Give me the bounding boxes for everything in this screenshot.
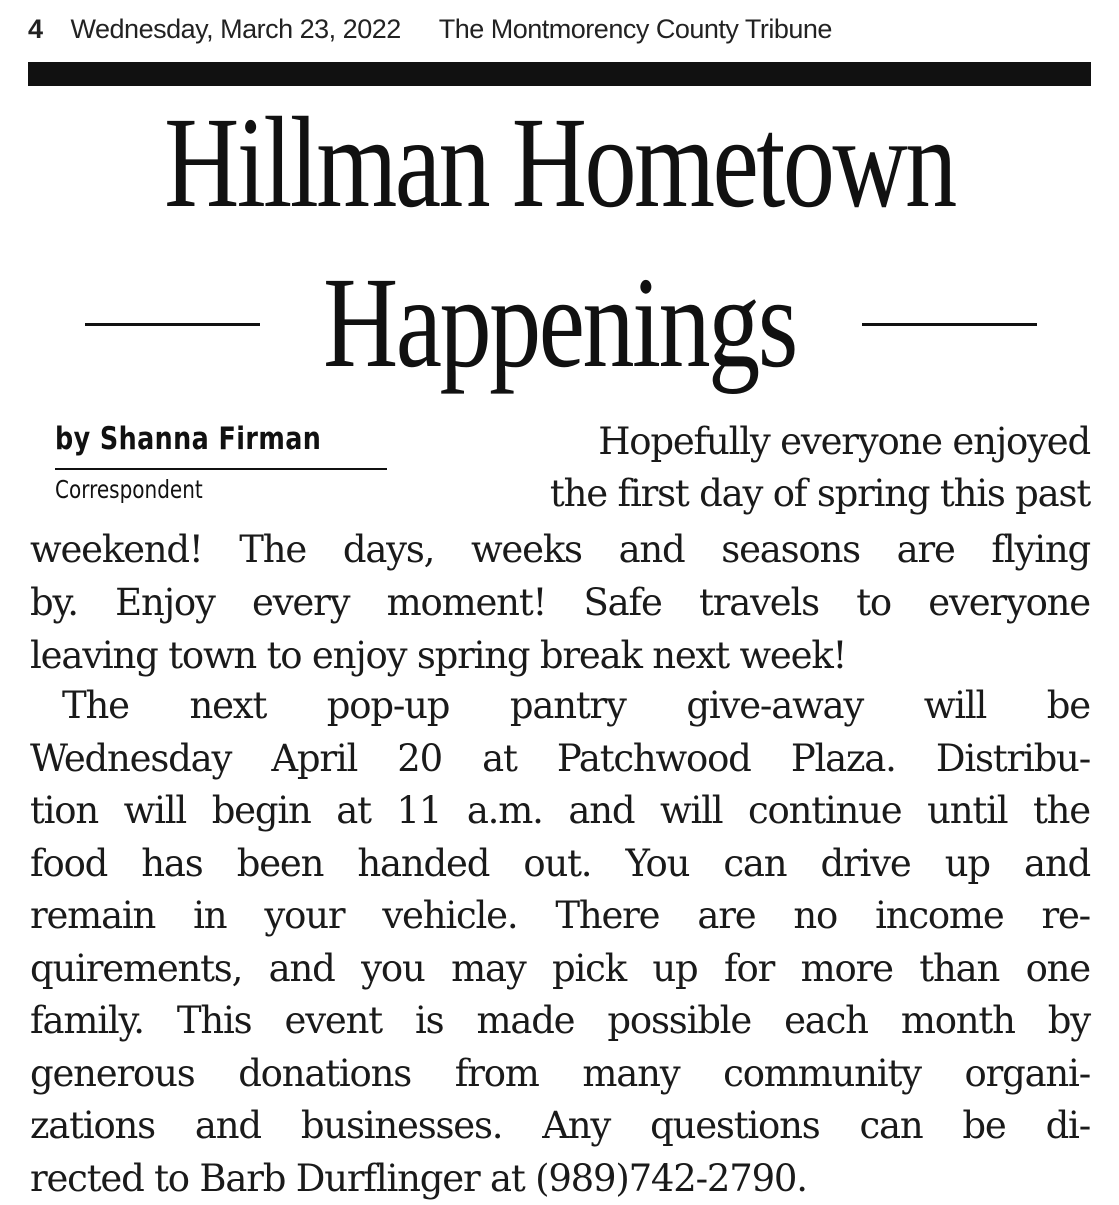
article-line: Wednesday April 20 at Patchwood Plaza. Distribu- (30, 733, 1090, 786)
article-line: the first day of spring this past (425, 468, 1090, 520)
headline-dash-right (862, 323, 1037, 326)
page-folio (28, 14, 1091, 54)
article-line: quirements, and you may pick up for more than one (30, 943, 1090, 996)
article-paragraph-1-lead (425, 416, 1090, 520)
article-line: The next pop-up pantry give-away will be (30, 680, 1090, 733)
article-line: rected to Barb Durflinger at (989)742-2790. (30, 1153, 1090, 1205)
byline-role: Correspondent (55, 470, 321, 510)
article-line: generous donations from many community organi- (30, 1048, 1090, 1101)
byline-author: by Shanna Firman (55, 416, 327, 462)
article-line: family. This event is made possible each month by (30, 995, 1090, 1048)
article-paragraph-2 (30, 680, 1090, 1205)
byline (55, 416, 387, 510)
publication-name: The Montmorency County Tribune (439, 14, 832, 44)
header-rule (28, 62, 1091, 86)
article-line: tion will begin at 11 a.m. and will continue until the (30, 785, 1090, 838)
page-number: 4 (28, 14, 43, 44)
article-line: leaving town to enjoy spring break next week! (30, 629, 1090, 682)
article-line: Hopefully everyone enjoyed (425, 416, 1090, 468)
article-line: remain in your vehicle. There are no income re- (30, 890, 1090, 943)
article-line: zations and businesses. Any questions can be di- (30, 1100, 1090, 1153)
article-line: food has been handed out. You can drive up and (30, 838, 1090, 891)
article-line: by. Enjoy every moment! Safe travels to everyone (30, 576, 1090, 629)
issue-date: Wednesday, March 23, 2022 (71, 14, 401, 44)
headline-line-1: Hillman Hometown (112, 88, 1007, 238)
article-paragraph-1 (30, 523, 1090, 682)
article-line: weekend! The days, weeks and seasons are flying (30, 523, 1090, 576)
headline-line-2-row (0, 248, 1119, 398)
headline-line-2: Happenings (112, 248, 1007, 398)
